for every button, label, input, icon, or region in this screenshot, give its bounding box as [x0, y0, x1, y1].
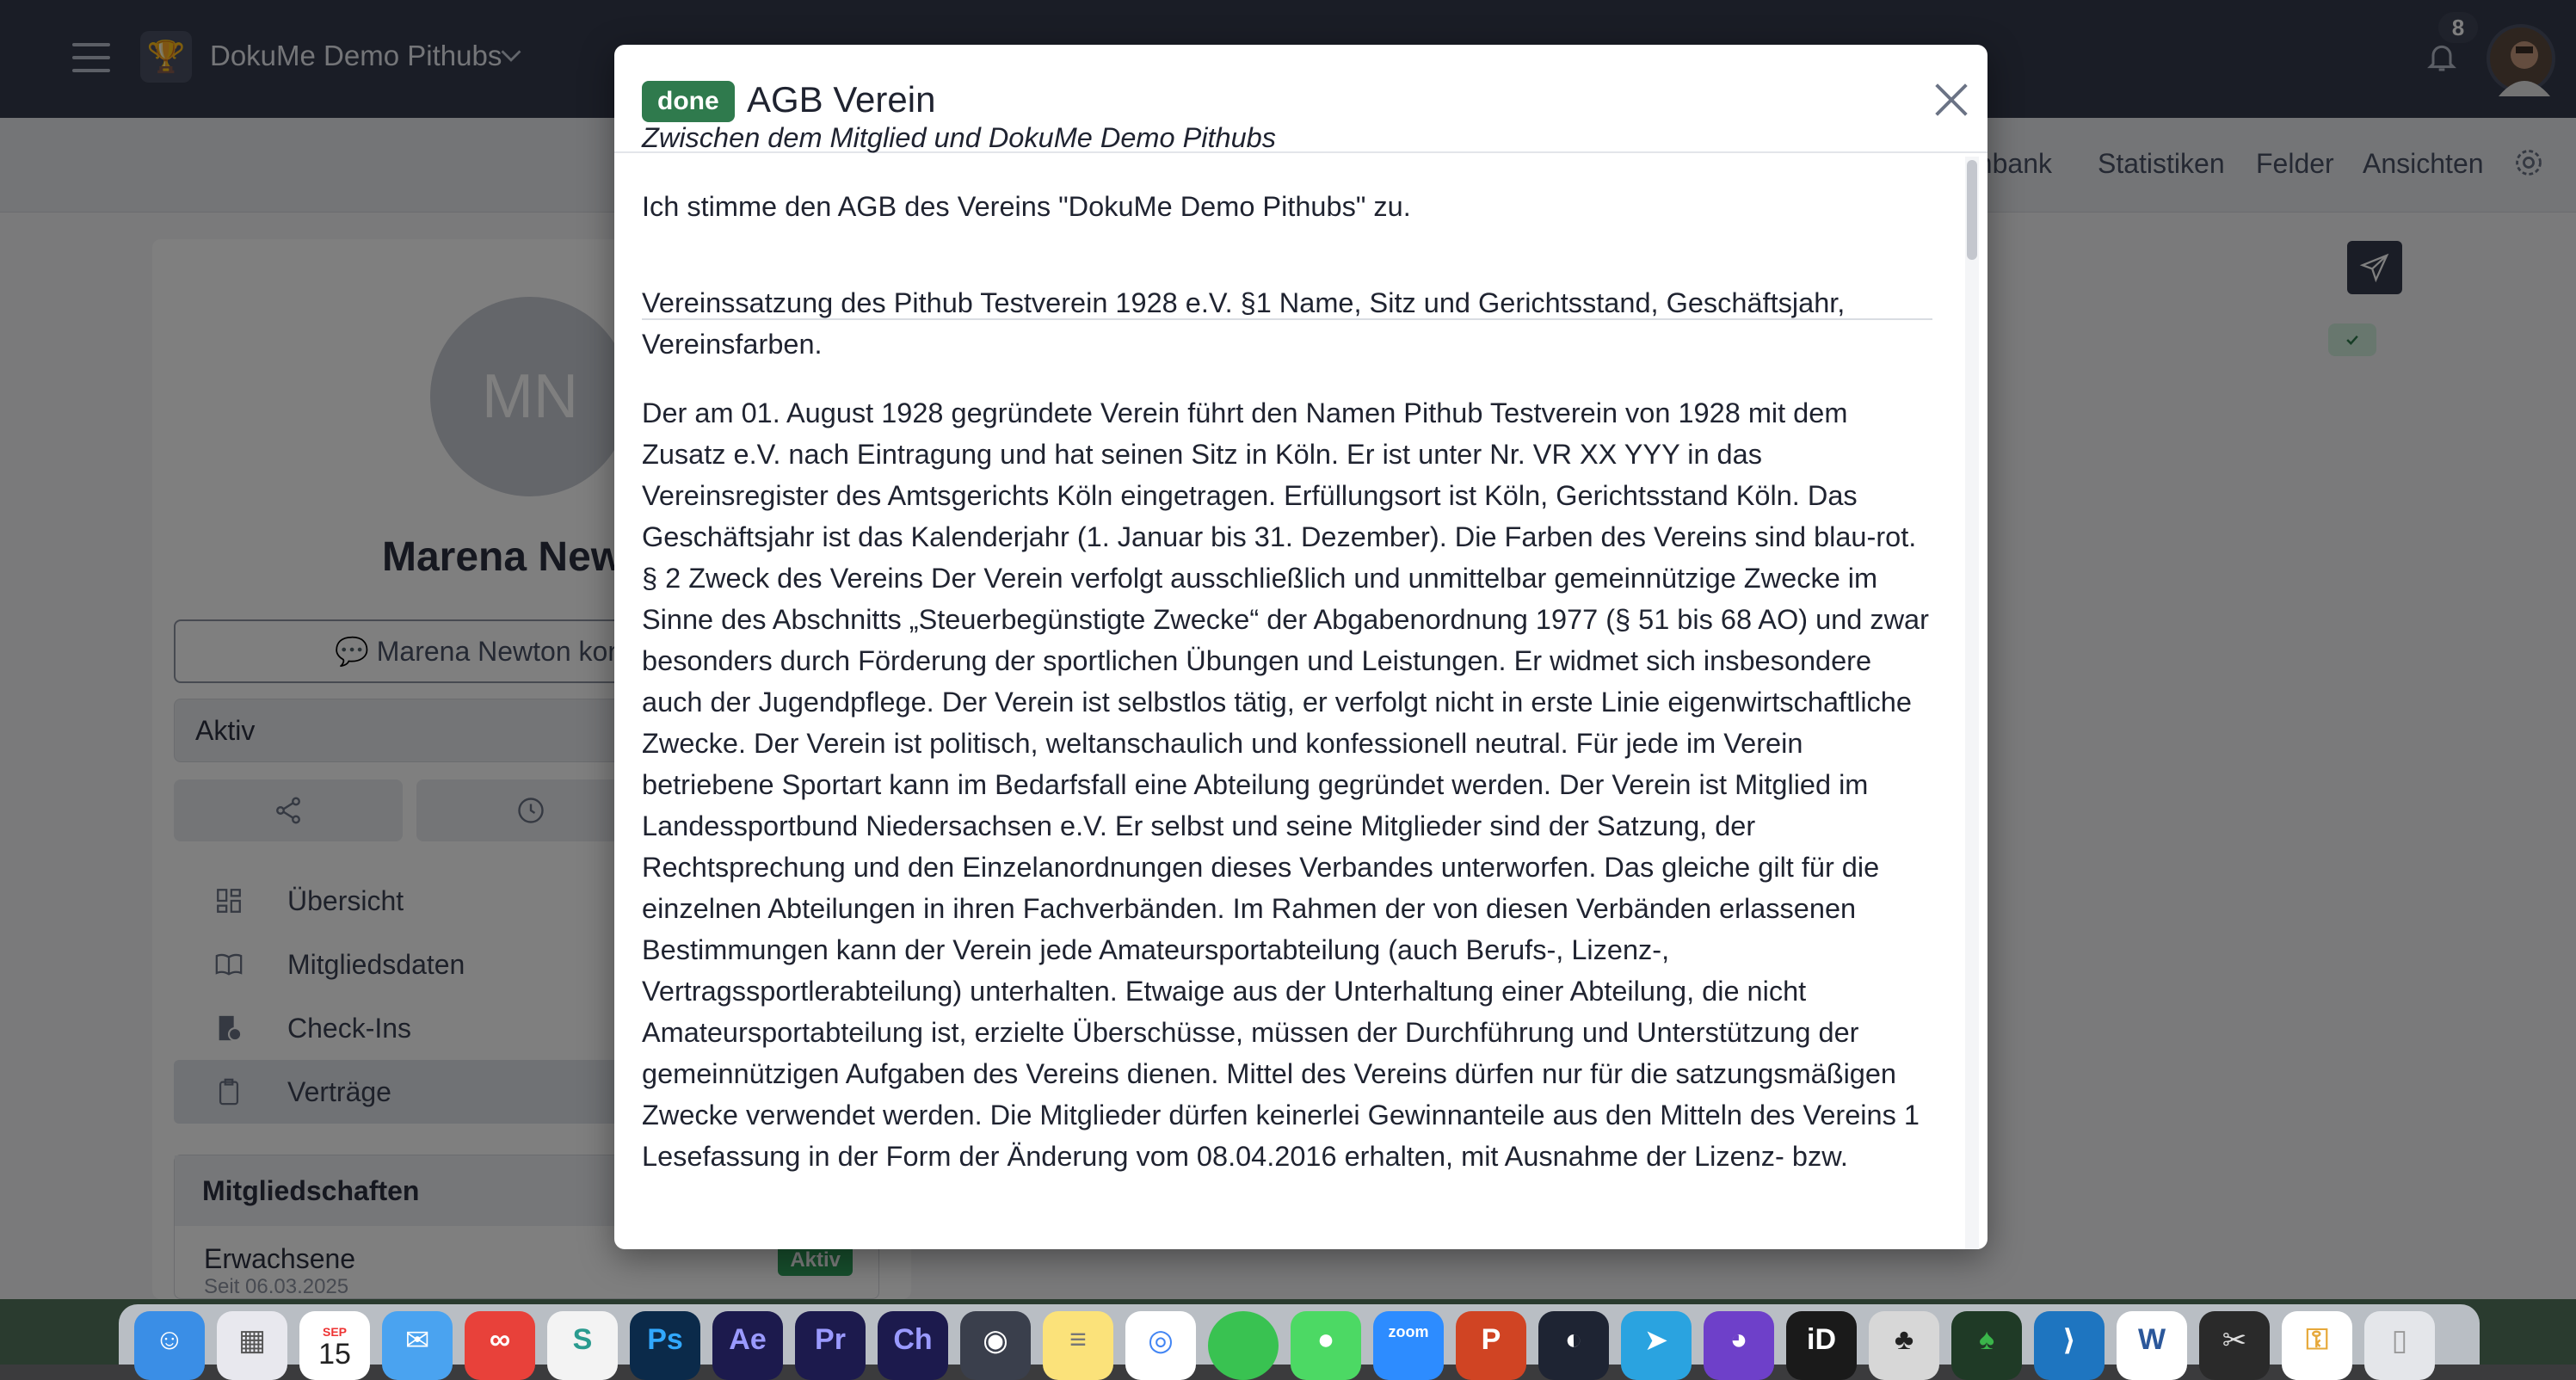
scissors-icon[interactable]: ✂ — [2199, 1311, 2270, 1380]
chrome-icon[interactable]: ◎ — [1125, 1311, 1196, 1380]
word-icon[interactable]: W — [2117, 1311, 2187, 1380]
creative-cloud-icon[interactable]: ∞ — [465, 1311, 535, 1380]
calendar-day: 15 — [318, 1338, 351, 1371]
calendar-month: SEP — [322, 1325, 347, 1339]
telegram-icon[interactable]: ➤ — [1621, 1311, 1692, 1380]
premiere-icon[interactable]: Pr — [795, 1311, 866, 1380]
zoom-icon[interactable]: zoom — [1373, 1311, 1444, 1380]
close-icon[interactable] — [1929, 77, 1974, 122]
passwords-icon[interactable]: ⚿ — [2282, 1311, 2352, 1380]
vscode-icon[interactable]: ⟩ — [2034, 1311, 2105, 1380]
modal-scrollbar-thumb[interactable] — [1967, 160, 1977, 260]
photoshop-icon[interactable]: Ps — [630, 1311, 700, 1380]
messages-icon[interactable]: ● — [1291, 1311, 1361, 1380]
notes-icon[interactable]: ≡ — [1043, 1311, 1113, 1380]
after-effects-icon[interactable]: Ae — [712, 1311, 783, 1380]
agb-intro: Zwischen dem Mitglied und DokuMe Demo Pithubs — [642, 122, 1276, 153]
quicktime-icon[interactable]: ◉ — [960, 1311, 1031, 1380]
macos-dock — [119, 1304, 2480, 1371]
finder-icon[interactable]: ☺ — [134, 1311, 205, 1380]
character-animator-icon[interactable]: Ch — [878, 1311, 948, 1380]
scrivener-icon[interactable]: S — [547, 1311, 618, 1380]
agb-paragraph-2: Der am 01. August 1928 gegründete Verein führt den Namen Pithub Testverein von 1928 mit dem Zusatz e.V. nach Eintragung und hat seinen Sitz in Köln. Er ist unter Nr. VR XX YYY in das Vereinsregister des Amtsgerichts Köln eingetragen. Erfüllungsort ist Köln, Gerichtsstand Köln. Das Geschäftsjahr ist das Kalenderjahr (1. Januar bis 31. Dezember). Die Farben des Vereins sind blau-rot. § 2 Zweck des Vereins Der Verein verfolgt ausschließlich und unmittelbar gemeinnützige Zwecke im Sinne des Abschnitts „Steuerbegünstigte Zwecke“ der Abgabenordnung 1977 (§ 51 bis 68 AO) und zwar besonders durch Förderung der sportlichen Übungen und Leistungen. Er widmet sich insbesondere auch der Jugendpflege. Der Verein ist selbstlos tätig, er verfolgt nicht in erste Linie eigenwirtschaftliche Zwecke. Der Verein ist politisch, weltanschaulich und konfessionell neutral. Für jede im Verein betriebene Sportart kann im Bedarfsfall eine Abteilung gegründet werden. Der Verein ist Mitglied im Landessportbund Niedersachsen e.V. Er selbst und seine Mitglieder sind der Satzung, der Rechtsprechung und den Einzelanordnungen dieses Verbandes unterworfen. Das gleiche gilt für die einzelnen Abteilungen in ihren Fachverbänden. Im Rahmen der von diesen Verbänden erlassenen Bestimmungen kann der Verein jede Amateursportabteilung (auch Berufs-, Lizenz-, Vertragssportlerabteilung) unterhalten. Etwaige aus der Unterhaltung einer Abteilung, die nicht Amateursportabteilung ist, erzielte Überschüsse, müssen der Durchführung und Unterstützung der gemeinnützigen Aufgaben des Vereins dienen. Mittel des Vereins dürfen nur für die satzungsmäßigen Zwecke verwendet werden. Die Mitglieder dürfen keinerlei Gewinnanteile aus den Mitteln des Vereins 1 Lesefassung in der Form der Änderung vom 08.04.2016 erhalten, mit Ausnahme der Lizenz- bzw. — [642, 397, 1929, 1172]
github-icon[interactable]: ◕ — [1704, 1311, 1774, 1380]
mail-icon[interactable]: ✉ — [382, 1311, 453, 1380]
powerpoint-icon[interactable]: P — [1456, 1311, 1526, 1380]
divider — [642, 318, 1932, 320]
obs-icon[interactable]: ◐ — [1538, 1311, 1609, 1380]
trash-icon[interactable]: ▯ — [2364, 1311, 2435, 1380]
agb-paragraph-1: Vereinssatzung des Pithub Testverein 1928 e.V. §1 Name, Sitz und Gerichtsstand, Geschäftsjahr, Vereinsfarben. — [642, 287, 1846, 360]
ia-writer-icon[interactable]: iD — [1786, 1311, 1857, 1380]
done-badge: done — [642, 81, 735, 122]
launchpad-icon[interactable]: ▦ — [217, 1311, 287, 1380]
facetime-icon[interactable] — [1208, 1311, 1279, 1380]
modal-title: AGB Verein — [747, 79, 936, 120]
calendar-icon[interactable] — [299, 1311, 370, 1380]
agb-modal — [614, 45, 1987, 1249]
agb-consent: Ich stimme den AGB des Vereins "DokuMe Demo Pithubs" zu. — [642, 191, 1411, 222]
evernote-icon[interactable]: ♣ — [1869, 1311, 1939, 1380]
modal-scrollbar[interactable] — [1965, 157, 1979, 1249]
evernote-green-icon[interactable]: ♠ — [1951, 1311, 2022, 1380]
